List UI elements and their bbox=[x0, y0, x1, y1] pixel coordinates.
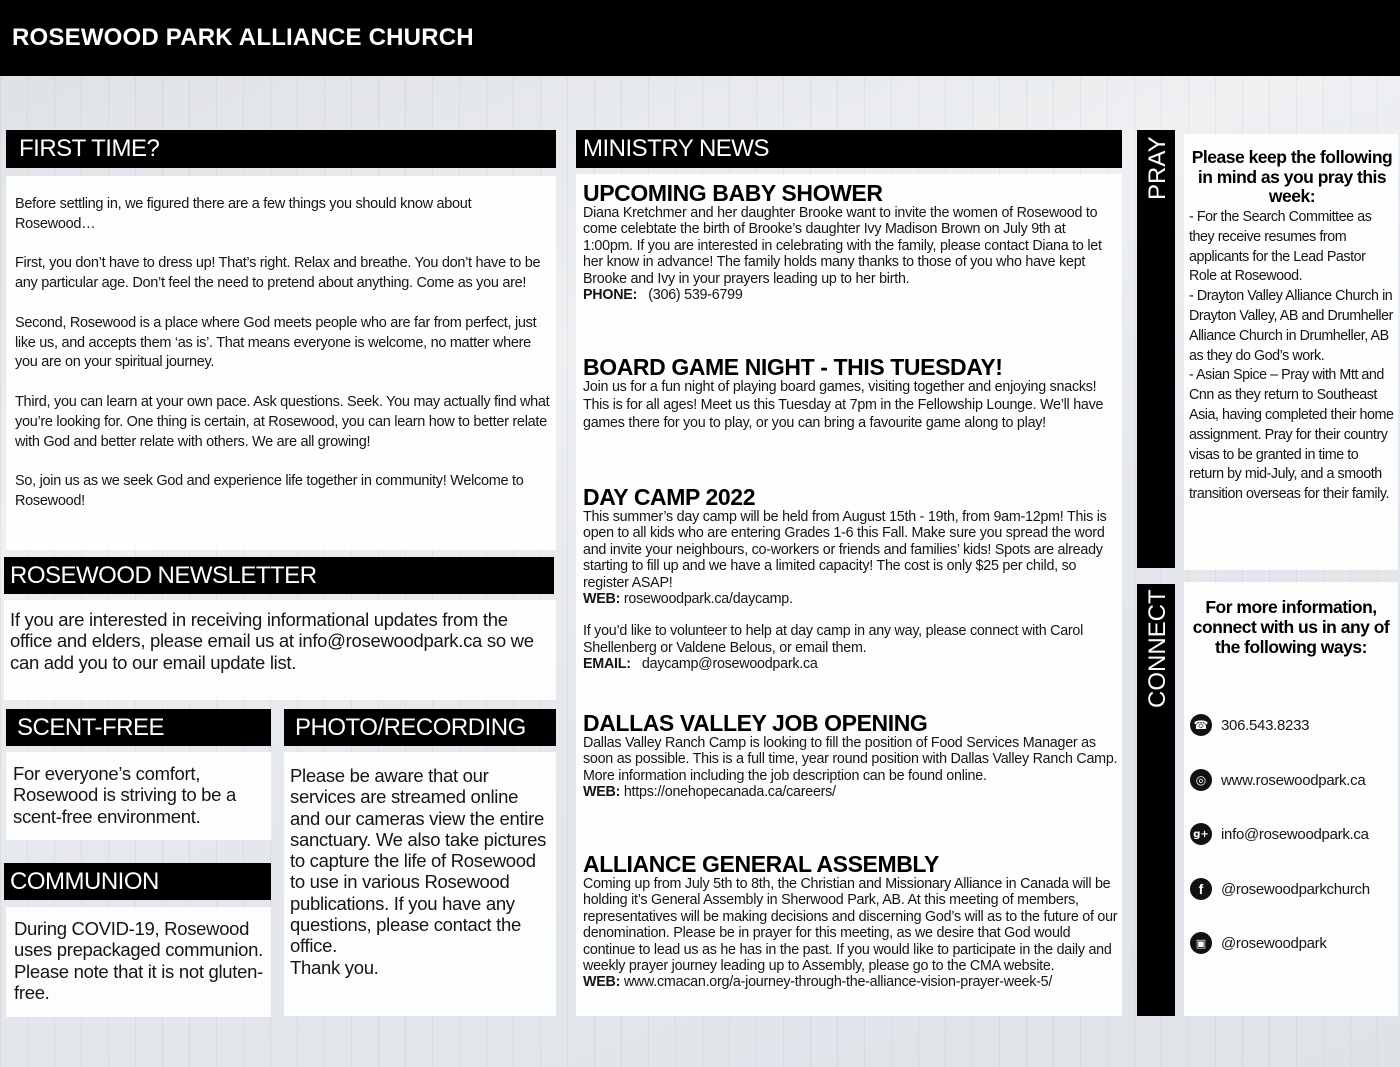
photo-panel bbox=[284, 752, 556, 1016]
phone-icon: ☎ bbox=[1190, 714, 1212, 736]
first-time-paragraph: Third, you can learn at your own pace. Ask questions. Seek. You may actually find what you’re looking for. One thing is certain, at Rosewood, you can learn how to better relate with God and better relate with others. We are all growing! bbox=[15, 393, 550, 450]
connect-label: CONNECT bbox=[1144, 589, 1171, 708]
news-contact-value: https://onehopecanada.ca/careers/ bbox=[623, 784, 836, 801]
first-time-paragraph: First, you don’t have to dress up! That’s right. Relax and breathe. You don’t have to be any particular age. Don’t feel the need to pretend about anything. Come as you are! bbox=[15, 255, 541, 292]
first-time-paragraph: So, join us as we seek God and experience life together in community! Welcome to Rosewood! bbox=[15, 473, 524, 509]
pray-label: PRAY bbox=[1144, 136, 1171, 200]
contact-instagram-text: @rosewoodpark bbox=[1221, 934, 1327, 952]
contact-email-text: info@rosewoodpark.ca bbox=[1221, 825, 1369, 843]
newsletter-text: If you are interested in receiving informational updates from the office and elders, please email us at info@rosewoodpark.ca so we can add you to our email update list. bbox=[10, 609, 534, 673]
news-contact-label: WEB: bbox=[583, 591, 621, 608]
news-item bbox=[583, 485, 1118, 673]
pray-list bbox=[1189, 208, 1396, 505]
google-plus-icon: g+ bbox=[1190, 823, 1212, 845]
first-time-paragraph: Second, Rosewood is a place where God meets people who are far from perfect, just like us, and accepts them ‘as is’. That means everyone is welcome, no matter where you are on your spiritual journey. bbox=[15, 314, 537, 371]
news-title: DAY CAMP 2022 bbox=[583, 484, 756, 510]
ministry-heading: MINISTRY NEWS bbox=[576, 130, 1122, 168]
contact-website[interactable] bbox=[1190, 769, 1365, 791]
photo-body: Please be aware that our services are streamed online and our cameras view the entire sanctuary. We also take pictures to capture the life of Rosewood to use in various Rosewood publications. If you have any questions, please contact the office. bbox=[290, 765, 547, 957]
connect-heading: For more information, connect with us in any of the following ways: bbox=[1192, 597, 1390, 657]
pray-item: - For the Search Committee as they receive resumes from applicants for the Lead Pastor Role at Rosewood. bbox=[1189, 209, 1372, 285]
news-contact-value: www.cmacan.org/a-journey-through-the-alliance-vision-prayer-week-5/ bbox=[623, 974, 1053, 991]
header-bar bbox=[0, 0, 1400, 76]
pray-item: - Asian Spice – Pray with Mtt and Cnn as they return to Southeast Asia, having completed their home assignment. Pray for their country visas to be granted in time to return by mid-July, and a smooth transition overseas for their family. bbox=[1189, 367, 1394, 503]
newsletter-heading: ROSEWOOD NEWSLETTER bbox=[4, 557, 554, 594]
news-body: Join us for a fun night of playing board games, visiting together and enjoying snacks! This is for all ages! Meet us this Tuesday at 7pm in the Fellowship Lounge. We’ll have games there for you to play, or you can bring a favourite game along to play! bbox=[583, 379, 1104, 431]
pray-sidebar bbox=[1137, 130, 1175, 568]
news-contact-label: WEB: bbox=[583, 784, 621, 801]
news-contact-value: (306) 539-6799 bbox=[648, 287, 743, 304]
news-contact bbox=[583, 591, 1118, 607]
first-time-text bbox=[15, 195, 551, 512]
news-item bbox=[583, 181, 1118, 303]
news-contact-value: rosewoodpark.ca/daycamp. bbox=[623, 591, 793, 608]
contact-email[interactable] bbox=[1190, 823, 1369, 845]
news-contact-label: EMAIL: bbox=[583, 656, 631, 673]
first-time-heading: FIRST TIME? bbox=[6, 130, 556, 168]
news-contact-label: WEB: bbox=[583, 974, 621, 991]
news-body: Dallas Valley Ranch Camp is looking to fill the position of Food Services Manager as soon as possible. This is a full time, year round position with Dallas Valley Ranch Camp. More information including the job description can be found online. bbox=[583, 735, 1118, 784]
news-item bbox=[583, 711, 1118, 801]
news-item bbox=[583, 355, 1118, 432]
news-body: Coming up from July 5th to 8th, the Christian and Missionary Alliance in Canada will be holding it’s General Assembly in Sherwood Park, AB. At this meeting of members, representatives will be making decisions and discerning God’s will as to the future of our denomination. Please be in prayer for this meeting, as we desire that God would continue to lead us as he has in the past. If you would like to participate in the daily and weekly prayer journey leading up to Assembly, please go to the CMA website. bbox=[583, 876, 1118, 975]
contact-phone[interactable] bbox=[1190, 714, 1309, 736]
photo-thanks: Thank you. bbox=[290, 956, 379, 978]
news-title: ALLIANCE GENERAL ASSEMBLY bbox=[583, 851, 939, 877]
news-contact bbox=[583, 784, 1118, 800]
contact-facebook[interactable] bbox=[1190, 878, 1370, 900]
scent-free-panel bbox=[6, 752, 271, 840]
contact-instagram[interactable] bbox=[1190, 932, 1327, 954]
news-title: DALLAS VALLEY JOB OPENING bbox=[583, 710, 928, 736]
news-title: BOARD GAME NIGHT - THIS TUESDAY! bbox=[583, 354, 1003, 380]
news-title: UPCOMING BABY SHOWER bbox=[583, 180, 883, 206]
first-time-panel bbox=[6, 176, 556, 550]
news-contact bbox=[583, 656, 1118, 672]
news-body: This summer’s day camp will be held from August 15th - 19th, from 9am-12pm! This is open to all kids who are entering Grades 1-6 this Fall. Make sure you spread the word and invite your neighbours, co-workers or friends and families’ kids! Spots are already starting to fill up and we have a limited capacity! The cost is only $25 per child, so register ASAP! bbox=[583, 509, 1107, 591]
news-contact-value: daycamp@rosewoodpark.ca bbox=[641, 656, 818, 673]
first-time-paragraph: Before settling in, we figured there are a few things you should know about Rosewood… bbox=[15, 196, 472, 232]
communion-panel bbox=[6, 907, 271, 1017]
contact-website-text: www.rosewoodpark.ca bbox=[1221, 771, 1366, 789]
news-body: If you’d like to volunteer to help at day camp in any way, please connect with Carol Shellenberg or Valdene Belous, or email them. bbox=[583, 623, 1084, 656]
scent-free-text: For everyone’s comfort, Rosewood is striving to be a scent-free environment. bbox=[13, 763, 236, 827]
photo-heading: PHOTO/RECORDING bbox=[284, 709, 556, 746]
pray-heading: Please keep the following in mind as you pray this week: bbox=[1191, 147, 1393, 206]
communion-text: During COVID-19, Rosewood uses prepackaged communion. Please note that it is not gluten-free. bbox=[14, 918, 263, 1003]
contact-phone-text: 306.543.8233 bbox=[1221, 716, 1310, 734]
facebook-icon: f bbox=[1190, 878, 1212, 900]
news-body: Diana Kretchmer and her daughter Brooke want to invite the women of Rosewood to come celebtate the birth of Brooke’s daughter Ivy Madison Brown on July 9th at 1:00pm. If you are interested in celebrating with the family, please contact Diana to let her know in advance! The family holds many thanks to those of you who have kept Brooke and Ivy in your prayers leading up to her birth. bbox=[583, 205, 1102, 287]
wifi-icon: ◎ bbox=[1190, 769, 1212, 791]
news-item bbox=[583, 852, 1118, 991]
newsletter-panel bbox=[4, 600, 556, 700]
news-contact-label: PHONE: bbox=[583, 287, 638, 304]
news-contact bbox=[583, 287, 1118, 303]
pray-item: - Drayton Valley Alliance Church in Drayton Valley, AB and Drumheller Alliance Church in Drumheller, AB as they do God’s work. bbox=[1189, 288, 1393, 364]
communion-heading: COMMUNION bbox=[4, 863, 271, 900]
instagram-icon: ▣ bbox=[1190, 932, 1212, 954]
connect-sidebar bbox=[1137, 584, 1175, 1016]
contact-facebook-text: @rosewoodparkchurch bbox=[1221, 880, 1370, 898]
news-contact bbox=[583, 974, 1118, 990]
photo-text bbox=[290, 765, 550, 978]
scent-free-heading: SCENT-FREE bbox=[6, 709, 271, 746]
church-title: ROSEWOOD PARK ALLIANCE CHURCH bbox=[12, 24, 474, 51]
pray-panel bbox=[1184, 134, 1398, 570]
